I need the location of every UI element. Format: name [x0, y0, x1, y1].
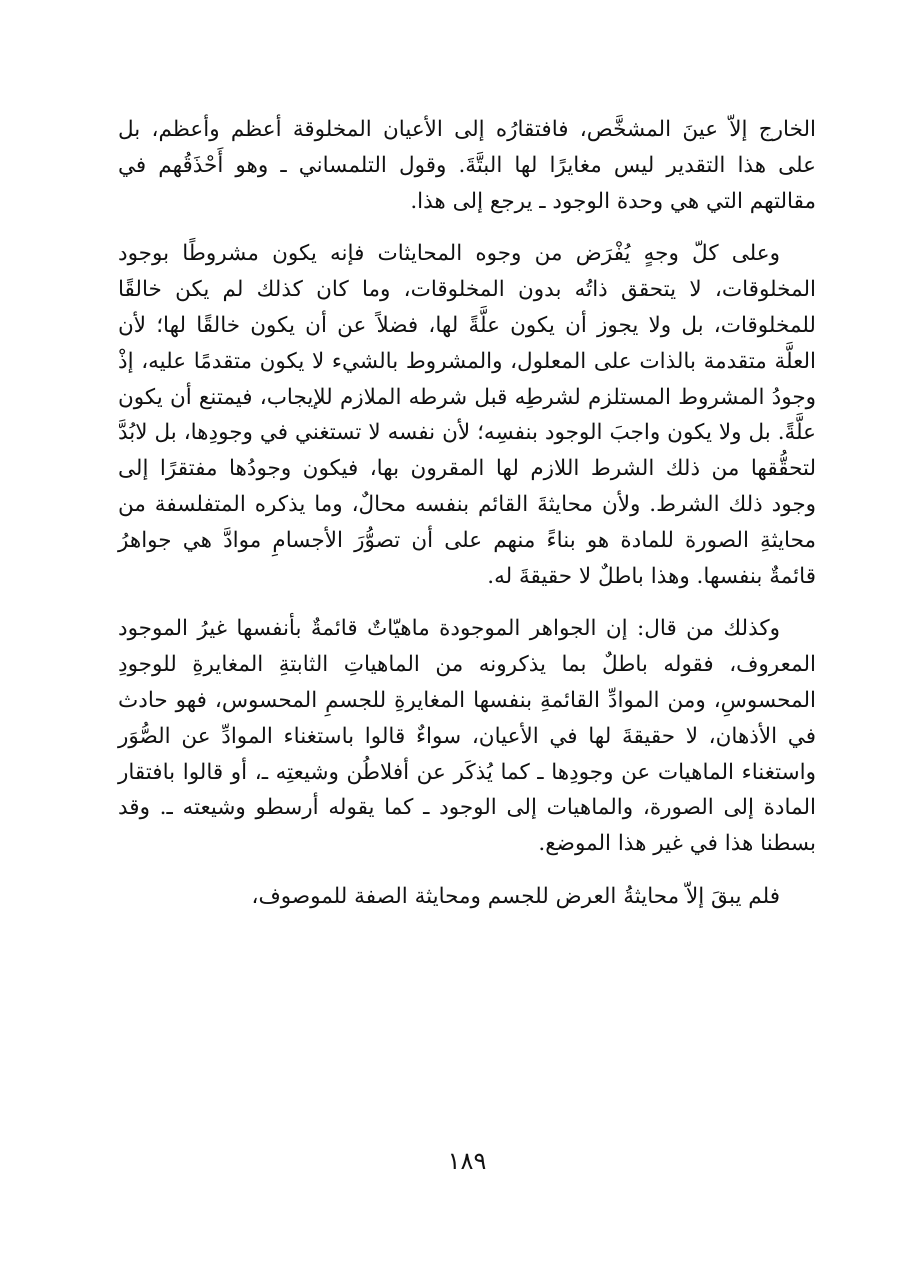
- page-body: [118, 112, 816, 1192]
- paragraph-2: وعلى كلّ وجهٍ يُفْرَض من وجوه المحايثات فإنه يكون مشروطًا بوجود المخلوقات، لا يتحقق ذاتُه بدون المخلوقات، وما كان كذلك لم يكن خالقًا للمخلوقات، بل ولا يجوز أن يكون علَّةً لها، فضلاً عن أن يكون خالقًا لها؛ لأن العلَّة متقدمة بالذات على المعلول، والمشروط بالشيء لا يكون متقدمًا عليه، إذْ وجودُ المشروط المستلزم لشرطِه قبل شرطه الملازم للإيجاب، فيمتنع أن يكون علَّةً. بل ولا يكون واجبَ الوجود بنفسِه؛ لأن نفسه لا تستغني في وجودِها، بل لابُدَّ لتحقُّقها من ذلك الشرط اللازم لها المقرون بها، فيكون وجودُها مفتقرًا إلى وجود ذلك الشرط. ولأن محايثةَ القائم بنفسه محالٌ، وما يذكره المتفلسفة من محايثةِ الصورة للمادة هو بناءً منهم على أن تصوُّرَ الأجسامِ موادَّ هي جواهرُ قائمةٌ بنفسها. وهذا باطلٌ لا حقيقةَ له.: [118, 241, 816, 589]
- paragraph-1: الخارج إلاّ عينَ المشخَّص، فافتقارُه إلى الأعيان المخلوقة أعظم وأعظم، بل على هذا التقدير ليس مغايرًا لها البتَّةَ. وقول التلمساني ـ وهو أَحْذَقُهم في مقالتهم التي هي وحدة الوجود ـ يرجع إلى هذا.: [118, 117, 816, 214]
- paragraph-3: وكذلك من قال: إن الجواهر الموجودة ماهيّاتٌ قائمةٌ بأنفسها غيرُ الموجود المعروف، فقوله باطلٌ بما يذكرونه من الماهياتِ الثابتةِ المغايرةِ للوجودِ المحسوسِ، ومن الموادِّ القائمةِ بنفسها المغايرةِ للجسمِ المحسوس، فهو حادث في الأذهان، لا حقيقةَ لها في الأعيان، سواءٌ قالوا باستغناء الموادِّ عن الصُّوَر واستغناء الماهيات عن وجودِها ـ كما يُذكَر عن أفلاطُن وشيعتِه ـ، أو قالوا بافتقار المادة إلى الصورة، والماهيات إلى الوجود ـ كما يقوله أرسطو وشيعته ـ. وقد بسطنا هذا في غير هذا الموضع.: [118, 616, 816, 857]
- page-number: ١٨٩: [447, 1147, 487, 1175]
- paragraph-4: فلم يبقَ إلاّ محايثةُ العرض للجسم ومحايثة الصفة للموصوف،: [251, 883, 780, 909]
